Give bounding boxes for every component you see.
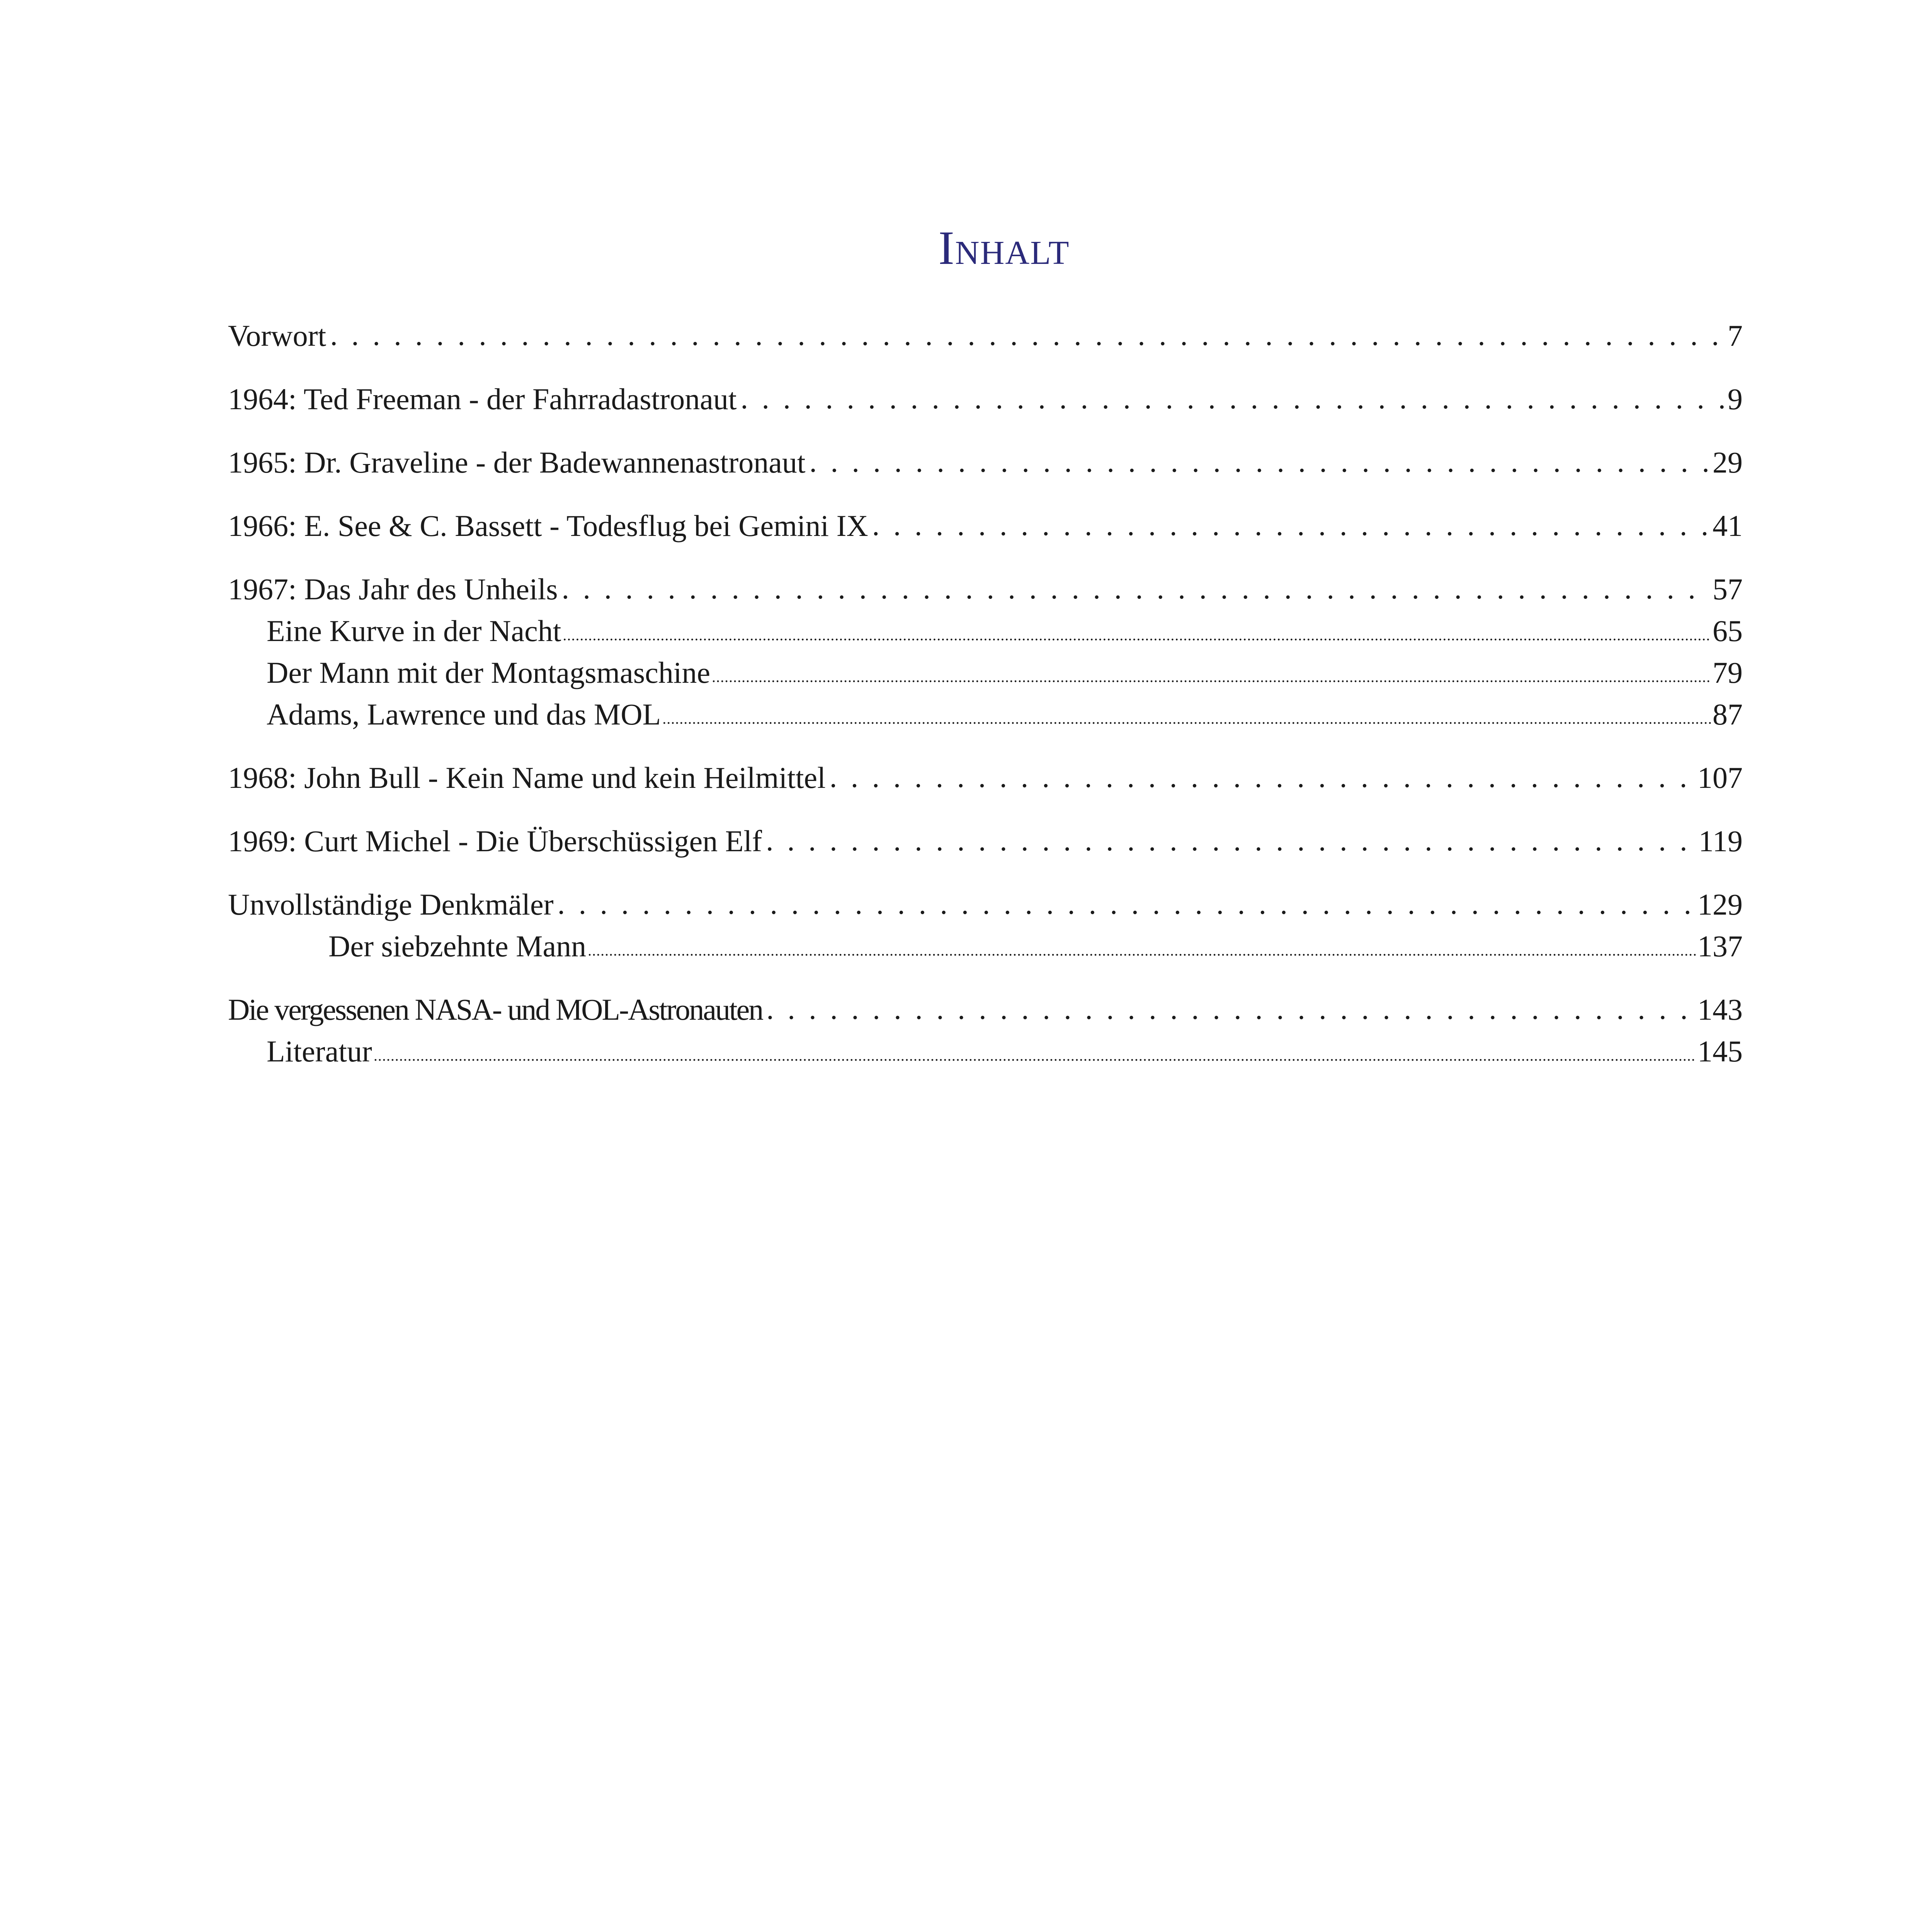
toc-entry-label: Adams, Lawrence und das MOL [267,697,661,731]
toc-entry-label: Eine Kurve in der Nacht [267,614,561,648]
toc-leader-dots [830,762,1694,792]
toc-entry-label: 1967: Das Jahr des Unheils [228,572,558,606]
toc-leader-dots [766,825,1695,855]
toc-subentry[interactable] [228,616,1743,658]
toc-entry-label: Die vergessenen NASA- und MOL-Astronauten [228,993,763,1026]
toc-entry-page: 129 [1697,888,1743,921]
toc-entry[interactable] [228,889,1743,931]
toc-leader-dots [662,711,1711,726]
toc-entry-label: Unvollständige Denkmäler [228,888,554,921]
toc-entry-page: 9 [1728,382,1743,416]
toc-entry[interactable] [228,321,1743,362]
toc-entry-page: 87 [1713,697,1743,731]
toc-entry-page: 57 [1713,572,1743,606]
toc-entry-label: 1969: Curt Michel - Die Überschüssigen Elf [228,824,762,858]
toc-leader-dots [562,573,1709,604]
toc-leader-dots [588,943,1696,958]
toc-subentry[interactable] [228,658,1743,699]
toc-leader-dots [766,994,1694,1024]
toc-entry[interactable] [228,763,1743,804]
toc-leader-dots [558,889,1694,919]
toc-entry-page: 29 [1713,446,1743,479]
toc-leader-dots [741,383,1724,413]
toc-entry-label: 1966: E. See & C. Bassett - Todesflug bei Gemini IX [228,509,868,543]
toc-entry-label: 1964: Ted Freeman - der Fahrradastronaut [228,382,737,416]
toc-entry-label: 1968: John Bull - Kein Name und kein Heilmittel [228,761,826,794]
toc-entry-page: 7 [1728,319,1743,352]
toc-entry[interactable] [228,447,1743,489]
toc-entry-label: Vorwort [228,319,327,352]
toc-entry-label: Der Mann mit der Montagsmaschine [267,656,711,689]
toc-entry-label: Der siebzehnte Mann [328,929,587,963]
toc-entry[interactable] [228,995,1743,1036]
toc-leader-dots [810,447,1709,477]
toc-subentry[interactable] [228,1036,1743,1078]
toc-entry-page: 65 [1713,614,1743,648]
toc-entry-page: 145 [1697,1034,1743,1068]
toc-subentry[interactable] [228,699,1743,741]
toc-entry-label: Literatur [267,1034,372,1068]
toc-leader-dots [563,628,1711,643]
toc-leader-dots [712,669,1711,685]
toc-entry-page: 119 [1698,824,1743,858]
toc-entry[interactable] [228,574,1743,616]
toc-leader-dots [872,510,1709,540]
page-title: Inhalt [938,221,1070,274]
toc-entry-page: 137 [1697,929,1743,963]
toc-entry-page: 41 [1713,509,1743,543]
toc-entry-label: 1965: Dr. Graveline - der Badewannenastronaut [228,446,806,479]
toc-entry-page: 143 [1697,993,1743,1026]
toc-entry[interactable] [228,826,1743,868]
toc-subentry[interactable] [228,931,1743,973]
toc-entry-page: 79 [1713,656,1743,689]
toc-leader-dots [330,320,1724,350]
toc-entry-page: 107 [1697,761,1743,794]
table-of-contents [228,321,1743,1078]
toc-leader-dots [374,1048,1696,1063]
toc-entry[interactable] [228,511,1743,553]
toc-entry[interactable] [228,384,1743,426]
